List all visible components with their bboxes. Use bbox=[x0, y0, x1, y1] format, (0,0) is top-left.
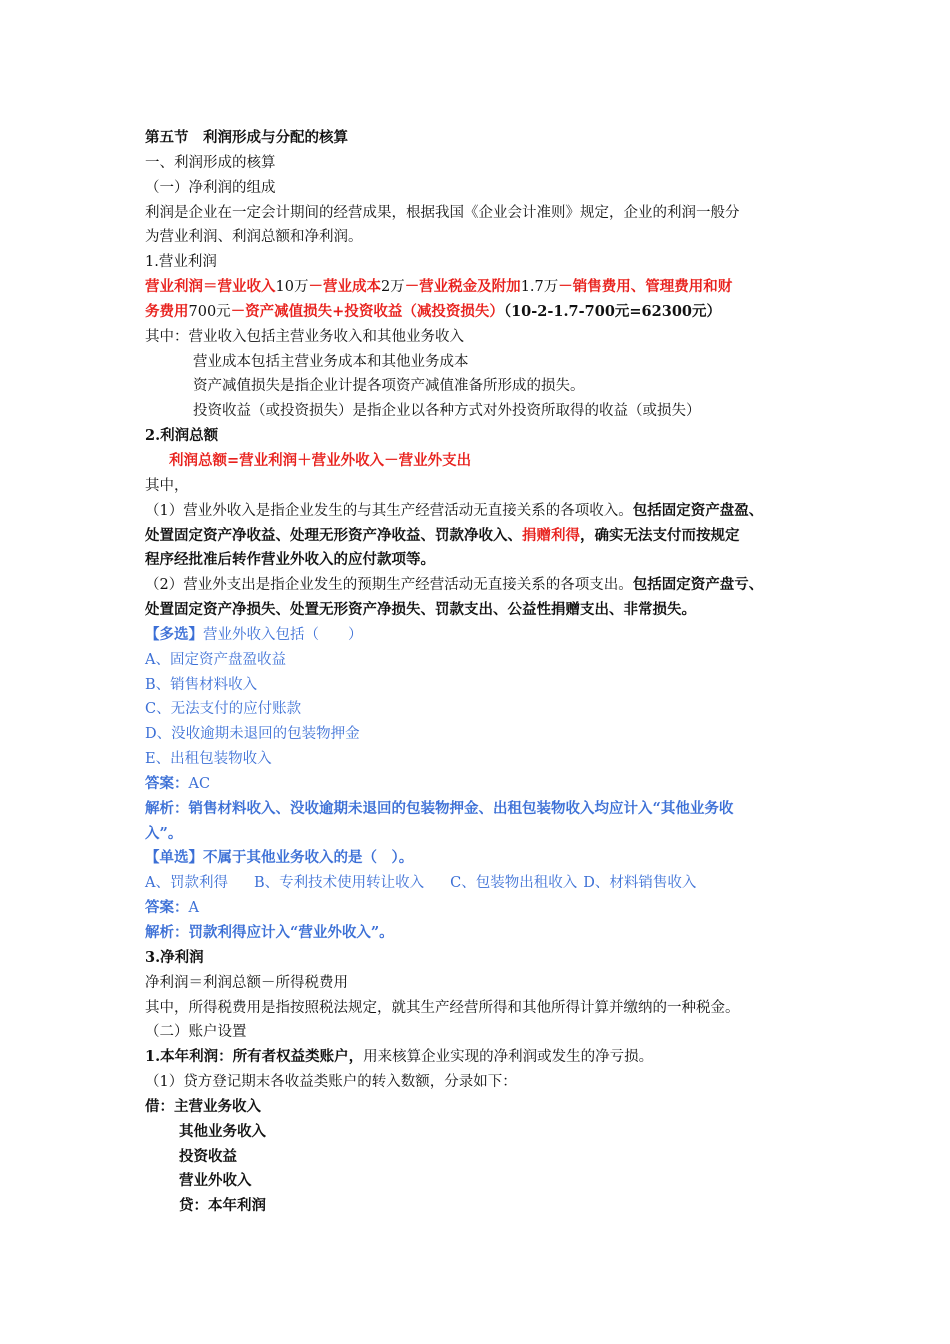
formula-value: 2万 bbox=[380, 279, 405, 296]
operating-profit-formula-line-2 bbox=[145, 300, 825, 325]
document-page bbox=[145, 126, 825, 1219]
operating-profit-title: 1.营业利润 bbox=[145, 254, 217, 271]
text-run-red: 捐赠利得 bbox=[522, 526, 580, 544]
text-run-bold: ，确实无法支付而按规定 bbox=[580, 526, 740, 544]
question-analysis-line-1: 解析：销售材料收入、没收逾期未退回的包装物押金、出租包装物收入均应计入“其他业务收 bbox=[145, 799, 734, 817]
formula-part: 务费用 bbox=[145, 302, 189, 320]
operating-profit-note: 投资收益（或投资损失）是指企业以各种方式对外投资所取得的收益（或损失） bbox=[193, 403, 701, 420]
question-option: B、专利技术使用转让收入 bbox=[253, 875, 425, 892]
account-1-credit-note: （1）贷方登记期末各收益类账户的转入数额，分录如下： bbox=[145, 1074, 517, 1091]
subheading-account-setup: （二）账户设置 bbox=[145, 1024, 247, 1041]
text-run-bold: 包括固定资产盘亏、 bbox=[632, 576, 764, 594]
operating-profit-note: 资产减值损失是指企业计提各项资产减值准备所形成的损失。 bbox=[193, 378, 585, 395]
question-answer bbox=[145, 772, 825, 797]
net-profit-note: 其中，所得税费用是指按照税法规定，就其生产经营所得和其他所得计算并缴纳的一种税金。 bbox=[145, 999, 740, 1016]
journal-entry-line: 投资收益 bbox=[179, 1147, 237, 1165]
question-answer bbox=[145, 896, 825, 921]
journal-entry-line: 贷：本年利润 bbox=[179, 1197, 266, 1215]
account-1-description bbox=[145, 1045, 825, 1070]
operating-profit-note: 营业成本包括主营业务成本和其他业务成本 bbox=[193, 353, 469, 370]
question-option: C、包装物出租收入 bbox=[450, 875, 578, 892]
intro-line-1: 利润是企业在一定会计期间的经营成果，根据我国《企业会计准则》规定，企业的利润一般分 bbox=[145, 204, 740, 221]
formula-value: 10万 bbox=[275, 279, 309, 296]
question-analysis-line-2: 入”。 bbox=[145, 824, 183, 842]
question-text: 营业外收入包括（ ） bbox=[203, 626, 363, 643]
question-single-title: 【单选】不属于其他业务收入的是（ ）。 bbox=[145, 849, 414, 867]
intro-line-2: 为营业利润、利润总额和净利润。 bbox=[145, 229, 363, 246]
formula-calculation: （10-2-1.7-700元=62300元） bbox=[503, 302, 722, 320]
net-profit-title: 3.净利润 bbox=[145, 948, 204, 966]
question-option: B、销售材料收入 bbox=[145, 676, 258, 693]
question-option: A、罚款利得 bbox=[145, 875, 228, 892]
text-run: 用来核算企业实现的净利润或发生的净亏损。 bbox=[363, 1049, 654, 1066]
answer-value: AC bbox=[188, 775, 211, 792]
text-run-bold: 处置固定资产净收益、处理无形资产净收益、罚款净收入、 bbox=[145, 526, 522, 544]
answer-value: A bbox=[188, 900, 199, 917]
formula-part: 营业利润＝营业收入 bbox=[145, 278, 276, 296]
text-run-bold: 1.本年利润：所有者权益类账户， bbox=[145, 1048, 364, 1066]
text-run: （1）营业外收入是指企业发生的与其生产经营活动无直接关系的各项收入。 bbox=[145, 502, 633, 519]
question-option: C、无法支付的应付账款 bbox=[145, 701, 302, 718]
operating-profit-formula-line-1 bbox=[145, 275, 825, 300]
heading-profit-formation: 一、利润形成的核算 bbox=[145, 154, 276, 171]
journal-entry-line: 其他业务收入 bbox=[179, 1122, 266, 1140]
non-operating-expense-line-2: 处置固定资产净损失、处置无形资产净损失、罚款支出、公益性捐赠支出、非常损失。 bbox=[145, 601, 696, 619]
formula-part: －资产减值损失+投资收益（减投资损失） bbox=[230, 302, 504, 320]
total-profit-formula: 利润总额=营业利润＋营业外收入－营业外支出 bbox=[169, 451, 472, 469]
question-option: D、材料销售收入 bbox=[583, 875, 697, 892]
formula-part: －营业税金及附加 bbox=[404, 278, 521, 296]
question-single-options bbox=[145, 871, 825, 896]
operating-profit-note: 其中：营业收入包括主营业务收入和其他业务收入 bbox=[145, 328, 464, 345]
text-run-bold: 包括固定资产盘盈、 bbox=[632, 501, 764, 519]
formula-value: 700元 bbox=[188, 303, 231, 320]
non-operating-income-line-2 bbox=[145, 524, 825, 549]
formula-part: －销售费用、管理费用和财 bbox=[558, 278, 733, 296]
total-profit-among: 其中， bbox=[145, 477, 189, 494]
question-multi-title bbox=[145, 623, 825, 648]
non-operating-expense-line-1 bbox=[145, 573, 825, 598]
question-tag: 【多选】 bbox=[145, 625, 203, 643]
question-option: A、固定资产盘盈收益 bbox=[145, 651, 286, 668]
non-operating-income-line-3: 程序经批准后转作营业外收入的应付款项等。 bbox=[145, 551, 435, 569]
non-operating-income-line-1 bbox=[145, 499, 825, 524]
section-title: 第五节 利润形成与分配的核算 bbox=[145, 129, 348, 146]
question-analysis: 解析：罚款利得应计入“营业外收入”。 bbox=[145, 924, 394, 941]
answer-label: 答案： bbox=[145, 899, 189, 917]
net-profit-formula: 净利润＝利润总额－所得税费用 bbox=[145, 974, 348, 991]
text-run: （2）营业外支出是指企业发生的预期生产经营活动无直接关系的各项支出。 bbox=[145, 577, 633, 594]
journal-entry-line: 营业外收入 bbox=[179, 1172, 252, 1190]
formula-part: －营业成本 bbox=[308, 278, 381, 296]
subheading-net-profit-composition: （一）净利润的组成 bbox=[145, 179, 276, 196]
answer-label: 答案： bbox=[145, 774, 189, 792]
question-option: D、没收逾期未退回的包装物押金 bbox=[145, 726, 360, 743]
total-profit-title: 2.利润总额 bbox=[145, 427, 219, 445]
formula-value: 1.7万 bbox=[520, 279, 559, 296]
question-option: E、出租包装物收入 bbox=[145, 751, 272, 768]
journal-entry-line: 借：主营业务收入 bbox=[145, 1097, 261, 1115]
